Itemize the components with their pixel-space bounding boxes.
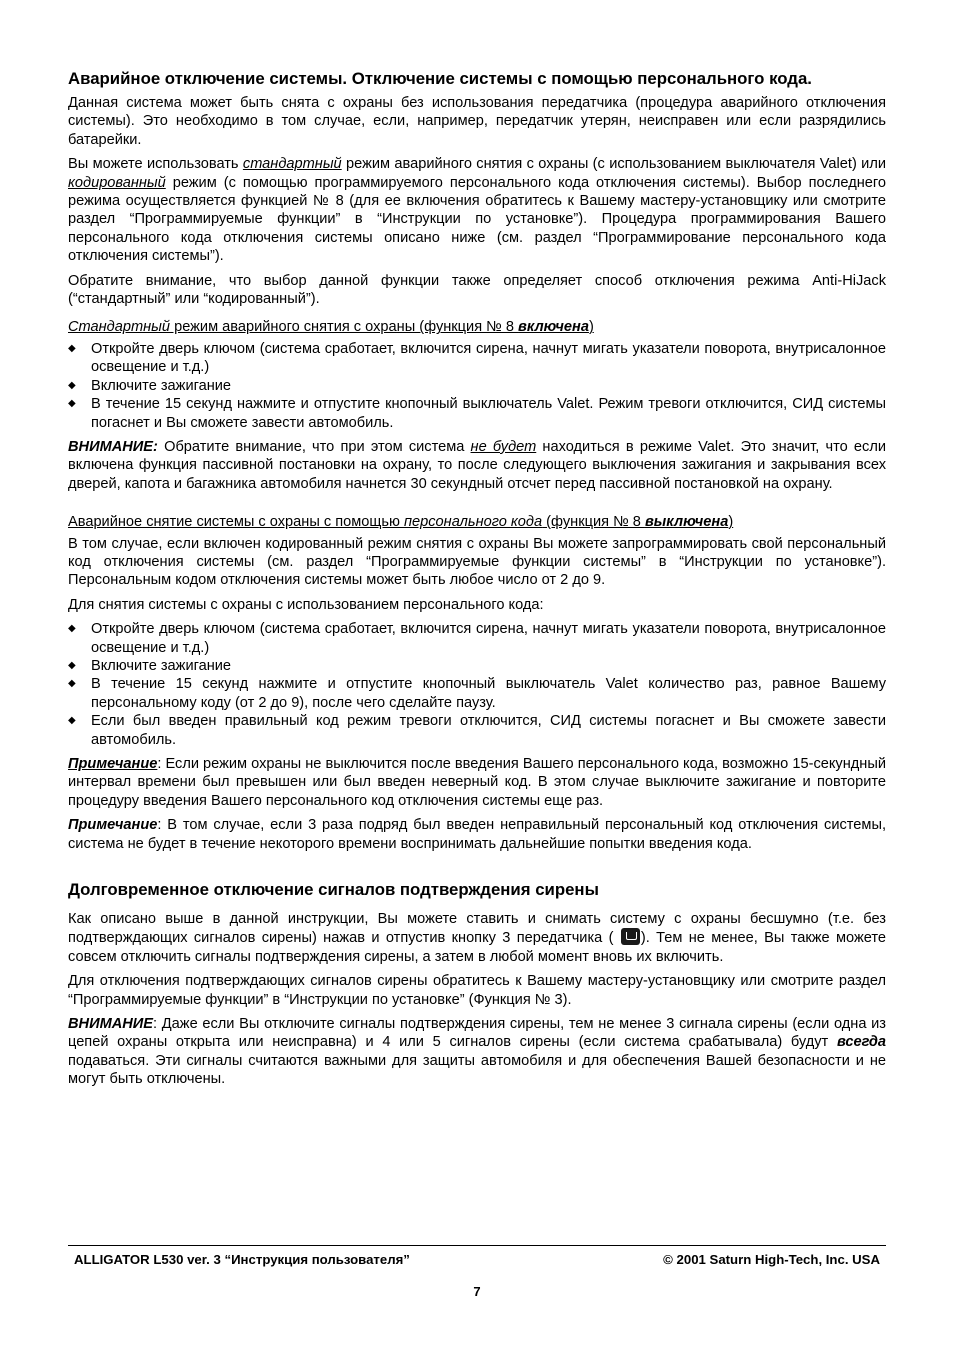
- bullet-diamond-icon: ◆: [68, 659, 76, 671]
- bullet-diamond-icon: ◆: [68, 379, 76, 391]
- list-item-text: В течение 15 секунд нажмите и отпустите кнопочный выключатель Valet количество раз, равное Вашему персональному коду (от 2 до 9), после чего сделайте паузу.: [91, 676, 886, 711]
- section-title-emergency-disarm: Аварийное отключение системы. Отключение системы с помощью персонального кода.: [68, 69, 812, 88]
- attention-always: [68, 1015, 886, 1089]
- footer-manual-title: ALLIGATOR L530 ver. 3 “Инструкция пользователя”: [74, 1252, 410, 1267]
- attention-label: ВНИМАНИЕ:: [68, 438, 158, 455]
- attention-label: ВНИМАНИЕ: [68, 1016, 154, 1033]
- list-item-text: В течение 15 секунд нажмите и отпустите кнопочный выключатель Valet. Режим тревоги отключится, СИД системы погаснет и Вы сможете завести автомобиль.: [91, 396, 886, 431]
- text-fragment: Вы можете использовать: [68, 156, 243, 173]
- page-number: 7: [473, 1284, 481, 1299]
- page-content: [68, 68, 886, 1095]
- text-fragment: : Если режим охраны не выключится после введения Вашего персонального кода, возможно 15-секундный интервал времени был превышен или был введен неверный код. В этом случае выключите зажигание и повторите процедуру введения Вашего персонального код отключения системы еще раз.: [68, 756, 886, 809]
- term-standard: стандартный: [242, 156, 342, 173]
- text-fragment: Стандартный: [68, 319, 171, 336]
- coded-steps-list: [68, 620, 886, 749]
- footer-divider: [68, 1245, 886, 1246]
- bullet-diamond-icon: ◆: [68, 623, 76, 635]
- standard-steps-list: [68, 340, 886, 432]
- text-fragment: : Даже если Вы отключите сигналы подтверждения сирены, тем не менее 3 сигнала сирены (если одна из цепей охраны открыта или неисправна) и 4 или 5 сигналов сирены (если система срабатывала) будут: [68, 1016, 886, 1051]
- list-item: [68, 395, 886, 432]
- paragraph-intro: Данная система может быть снята с охраны без использования передатчика (процедура аварийного отключения системы). Это необходимо в том случае, если, например, передатчик утерян, неисправен или если разрядились батарейки.: [68, 95, 886, 148]
- attention-valet: [68, 438, 886, 493]
- text-fragment: Как описано выше в данной инструкции, Вы можете ставить и снимать систему с охраны бесшумно (т.е. без подтверждающих сигналов сирены) нажав и отпустив кнопку 3 передатчика (: [68, 911, 886, 947]
- page-footer: [74, 1251, 880, 1268]
- text-fragment: всегда: [836, 1034, 886, 1051]
- list-item: [68, 340, 886, 377]
- subheading-standard-mode: [68, 318, 886, 336]
- text-fragment: Аварийное снятие системы с охраны с помощью: [68, 514, 404, 531]
- remote-button-3-icon: [621, 928, 640, 945]
- footer-copyright: © 2001 Saturn High-Tech, Inc. USA: [663, 1252, 880, 1267]
- text-fragment: ): [588, 319, 594, 336]
- list-item: [68, 657, 886, 675]
- section-title-siren-confirm: Долговременное отключение сигналов подтверждения сирены: [68, 880, 599, 900]
- list-item-text: Если был введен правильный код режим тревоги отключится, СИД системы погаснет и Вы сможете завести автомобиль.: [91, 713, 886, 748]
- text-fragment: не будет: [470, 438, 537, 455]
- list-item-text: Включите зажигание: [91, 377, 232, 394]
- bullet-diamond-icon: ◆: [68, 678, 76, 690]
- bullet-diamond-icon: ◆: [68, 398, 76, 410]
- list-item: [68, 377, 886, 395]
- note-label: Примечание: [68, 756, 158, 772]
- paragraph-anti-hijack: Обратите внимание, что выбор данной функции также определяет способ отключения режима Anti-HiJack (“стандартный” или “кодированный”).: [68, 272, 886, 308]
- text-fragment: включена: [518, 319, 589, 336]
- paragraph-silent-arm: [68, 910, 886, 966]
- text-fragment: Обратите внимание, что при этом система: [157, 438, 471, 455]
- list-item-text: Откройте дверь ключом (система сработает, включится сирена, начнут мигать указатели поворота, внутрисалонное освещение и т.д.): [91, 621, 886, 656]
- paragraph-modes: [68, 155, 886, 265]
- note-timeout: [68, 755, 886, 810]
- term-coded: кодированный: [68, 174, 166, 191]
- text-fragment: ). Тем не менее, Вы также можете совсем отключить сигналы подтверждения сирены, а затем в любой момент вновь их включить.: [68, 930, 886, 965]
- list-item-text: Включите зажигание: [91, 657, 232, 674]
- list-item: [68, 712, 886, 749]
- list-item-text: Откройте дверь ключом (система сработает, включится сирена, начнут мигать указатели поворота, внутрисалонное освещение и т.д.): [91, 340, 886, 376]
- note-lockout: [68, 816, 886, 853]
- text-fragment: режим аварийного снятия с охраны (с использованием выключателя Valet) или: [341, 156, 886, 173]
- paragraph-coded-info: В том случае, если включен кодированный режим снятия с охраны Вы можете запрограммировать свой персональный код отключения системы (см. раздел “Программируемые функции системы” в “Инструкции по установке”). Персональным кодом отключения системы может быть любое число от 2 до 9.: [68, 535, 886, 589]
- text-fragment: : В том случае, если 3 раза подряд был введен неправильный персональный код отключения системы, система не будет в течение некоторого времени воспринимать дальнейшие попытки введения кода.: [68, 817, 886, 852]
- text-fragment: выключена: [644, 514, 729, 531]
- subheading-coded-mode: [68, 513, 886, 531]
- text-fragment: подаваться. Эти сигналы считаются важными для защиты автомобиля и для обеспечения Вашей безопасности и не могут быть отключены.: [68, 1052, 886, 1088]
- list-item: [68, 620, 886, 657]
- text-fragment: режим аварийного снятия с охраны (функция № 8: [170, 319, 519, 336]
- text-fragment: режим (с помощью программируемого персонального кода отключения системы). Выбор последнего режима осуществляется функцией № 8 (для ее включения обратитесь к Вашему мастеру-установщику или смотрите раздел “Программируемые функции” в “Инструкции по установке”). Процедура программирования Вашего персонального кода отключения системы описано ниже (см. раздел “Программирование персонального кода отключения системы”).: [68, 174, 886, 265]
- bullet-diamond-icon: ◆: [68, 342, 76, 354]
- paragraph-coded-intro: Для снятия системы с охраны с использованием персонального кода:: [68, 596, 544, 613]
- text-fragment: ): [728, 514, 734, 531]
- paragraph-disable-confirm: Для отключения подтверждающих сигналов сирены обратитесь к Вашему мастеру-установщику или смотрите раздел “Программируемые функции” в “Инструкции по установке” (Функция № 3).: [68, 973, 886, 1008]
- text-fragment: находиться в режиме Valet. Это значит, что если включена функция пассивной постановки на охрану, то после следующего выключения зажигания и закрывания всех дверей, капота и багажника автомобиля начнется 30 секундный отсчет перед пассивной постановкой на охрану.: [68, 438, 886, 492]
- text-fragment: (функция № 8: [542, 514, 645, 531]
- list-item: [68, 675, 886, 712]
- note-label: Примечание: [68, 817, 158, 834]
- text-fragment: персонального кода: [404, 514, 543, 531]
- bullet-diamond-icon: ◆: [68, 715, 76, 727]
